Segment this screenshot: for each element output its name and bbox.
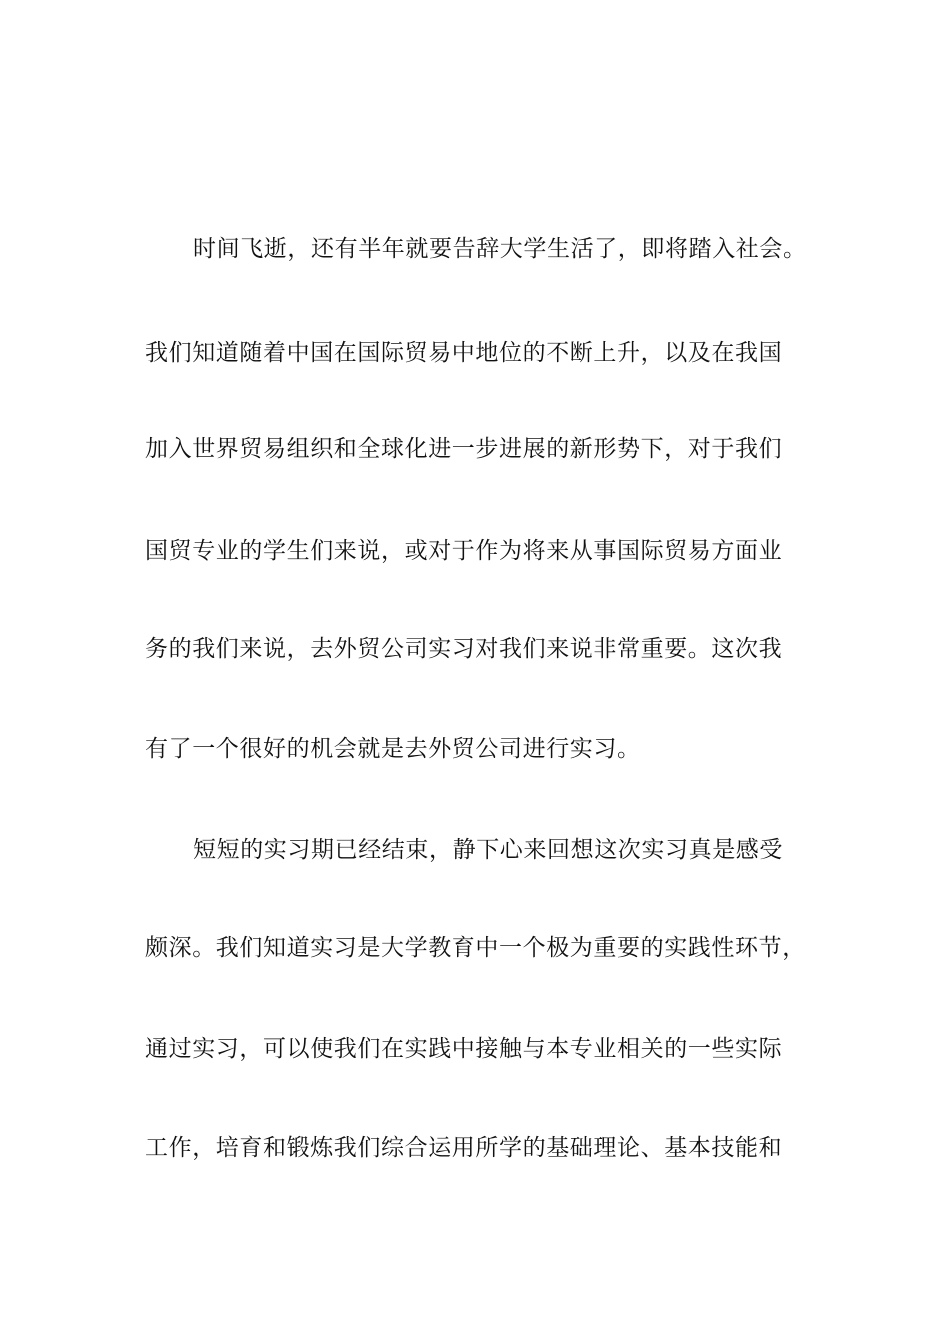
paragraph-1-line-1: 时间飞逝，还有半年就要告辞大学生活了，即将踏入社会。: [193, 236, 807, 262]
paragraph-2-line-3: 通过实习，可以使我们在实践中接触与本专业相关的一些实际: [145, 1036, 783, 1062]
paragraph-1-line-5: 务的我们来说，去外贸公司实习对我们来说非常重要。这次我: [145, 636, 783, 662]
paragraph-1-line-6: 有了一个很好的机会就是去外贸公司进行实习。: [145, 736, 641, 762]
paragraph-2-line-4: 工作，培育和锻炼我们综合运用所学的基础理论、基本技能和: [145, 1135, 783, 1161]
paragraph-2-line-1: 短短的实习期已经结束，静下心来回想这次实习真是感受: [193, 837, 783, 863]
paragraph-1-line-2: 我们知道随着中国在国际贸易中地位的不断上升，以及在我国: [145, 340, 783, 366]
paragraph-1-line-4: 国贸专业的学生们来说，或对于作为将来从事国际贸易方面业: [145, 538, 783, 564]
paragraph-1-line-3: 加入世界贸易组织和全球化进一步进展的新形势下，对于我们: [145, 436, 783, 462]
paragraph-2-line-2: 颇深。我们知道实习是大学教育中一个极为重要的实践性环节，: [145, 935, 806, 961]
